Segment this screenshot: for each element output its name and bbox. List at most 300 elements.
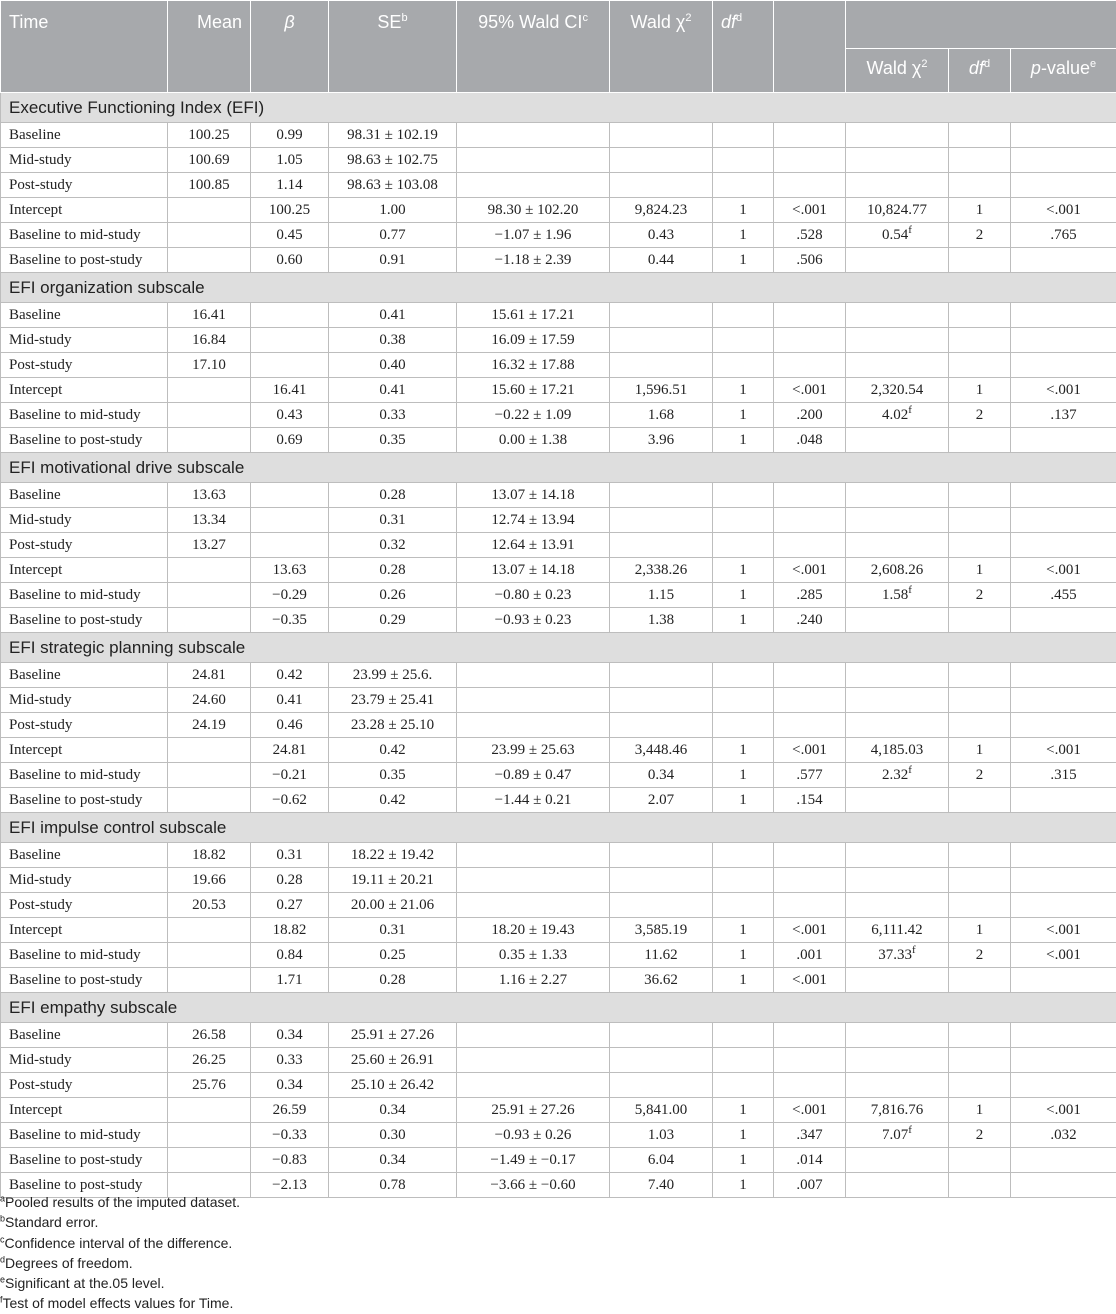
cell-mean [168,403,251,428]
cell-mean: 24.60 [168,688,251,713]
cell-wald2 [846,1123,949,1148]
cell-ci: 1.16 ± 2.27 [457,968,610,993]
cell-ci: −1.44 ± 0.21 [457,788,610,813]
cell-wald2 [846,148,949,173]
cell-wald2 [846,868,949,893]
cell-mean [168,378,251,403]
cell-p2: .137 [1011,403,1116,428]
cell-mean: 26.58 [168,1023,251,1048]
cell-time: Post-study [1,353,168,378]
cell-wald: 3.96 [610,428,713,453]
cell-wald2-value: 2.32 [882,767,908,783]
header-beta: β [251,1,329,93]
cell-beta: 0.34 [251,1023,329,1048]
cell-mean: 100.25 [168,123,251,148]
cell-df2: 2 [949,223,1011,248]
footnotes [0,1192,1116,1314]
cell-df [713,1073,774,1098]
cell-wald2 [846,198,949,223]
cell-se: 20.00 ± 21.06 [329,893,457,918]
cell-beta: 24.81 [251,738,329,763]
cell-wald2 [846,763,949,788]
cell-df2: 2 [949,943,1011,968]
header-p-blank [774,1,846,93]
cell-time: Baseline to post-study [1,1148,168,1173]
cell-df2: 1 [949,918,1011,943]
cell-wald2 [846,223,949,248]
cell-wald [610,688,713,713]
footnote-mark: f [908,584,912,596]
cell-wald [610,1023,713,1048]
table-row [1,788,1116,813]
cell-wald: 6.04 [610,1148,713,1173]
cell-p [774,173,846,198]
table-header [1,1,1116,93]
cell-df [713,688,774,713]
cell-wald: 1,596.51 [610,378,713,403]
cell-ci: 18.20 ± 19.43 [457,918,610,943]
cell-df2 [949,173,1011,198]
cell-mean: 20.53 [168,893,251,918]
cell-wald2-value: 4.02 [882,407,908,423]
cell-time: Baseline to mid-study [1,403,168,428]
section-title: EFI organization subscale [1,273,1116,303]
cell-beta: 0.84 [251,943,329,968]
cell-df2 [949,533,1011,558]
cell-se: 0.35 [329,428,457,453]
section-title: EFI empathy subscale [1,993,1116,1023]
cell-beta: 13.63 [251,558,329,583]
table-row [1,483,1116,508]
header-time: Time [1,1,168,93]
cell-wald2-value: 10,824.77 [867,202,927,218]
cell-time: Baseline to post-study [1,1173,168,1198]
cell-p2: <.001 [1011,943,1116,968]
cell-ci: 16.09 ± 17.59 [457,328,610,353]
cell-df: 1 [713,968,774,993]
cell-df2 [949,483,1011,508]
cell-df [713,868,774,893]
cell-mean [168,943,251,968]
cell-se: 0.28 [329,558,457,583]
cell-p [774,123,846,148]
footnote [0,1273,1116,1293]
header-wald-model: Wald $\chi^2$ [846,49,949,93]
cell-wald2-value: 37.33 [878,947,912,963]
cell-wald2 [846,943,949,968]
footnote-mark: f [912,944,916,956]
cell-p [774,893,846,918]
table-row [1,688,1116,713]
cell-wald2-value: 4,185.03 [871,742,924,758]
cell-p: .007 [774,1173,846,1198]
cell-p2 [1011,533,1116,558]
table-row [1,1148,1116,1173]
cell-wald2 [846,968,949,993]
cell-wald2-value: 7.07 [882,1127,908,1143]
cell-beta [251,483,329,508]
cell-ci: 23.99 ± 25.63 [457,738,610,763]
cell-mean: 24.19 [168,713,251,738]
cell-mean: 16.41 [168,303,251,328]
cell-wald [610,713,713,738]
cell-p [774,303,846,328]
cell-se: 0.91 [329,248,457,273]
table-row [1,1048,1116,1073]
cell-ci: 12.64 ± 13.91 [457,533,610,558]
cell-p: <.001 [774,558,846,583]
cell-wald2-value: 2,608.26 [871,562,924,578]
cell-wald2-value: 2,320.54 [871,382,924,398]
cell-ci: 13.07 ± 14.18 [457,483,610,508]
cell-ci [457,868,610,893]
cell-se: 0.78 [329,1173,457,1198]
cell-wald2 [846,1148,949,1173]
cell-wald [610,1048,713,1073]
cell-mean: 26.25 [168,1048,251,1073]
footnote-mark: c [0,1234,5,1244]
cell-p: .200 [774,403,846,428]
cell-df [713,148,774,173]
cell-mean [168,608,251,633]
table-row [1,1098,1116,1123]
table-row [1,148,1116,173]
cell-time: Mid-study [1,868,168,893]
cell-p2 [1011,428,1116,453]
cell-time: Post-study [1,173,168,198]
footnote-mark: f [908,1124,912,1136]
cell-df2 [949,328,1011,353]
cell-beta [251,303,329,328]
table-row [1,663,1116,688]
cell-beta [251,508,329,533]
cell-time: Baseline [1,123,168,148]
table-row [1,763,1116,788]
cell-p: .048 [774,428,846,453]
cell-wald2 [846,173,949,198]
section-header [1,813,1116,843]
cell-df2 [949,303,1011,328]
cell-wald: 0.34 [610,763,713,788]
cell-wald2-value: 0.54 [882,227,908,243]
cell-p: .154 [774,788,846,813]
cell-se: 25.91 ± 27.26 [329,1023,457,1048]
cell-ci: 0.35 ± 1.33 [457,943,610,968]
cell-time: Baseline to post-study [1,968,168,993]
cell-wald2 [846,353,949,378]
cell-p2 [1011,1048,1116,1073]
table-row [1,868,1116,893]
cell-df2 [949,968,1011,993]
cell-beta: 0.46 [251,713,329,738]
cell-se: 98.63 ± 102.75 [329,148,457,173]
cell-p2: <.001 [1011,558,1116,583]
cell-ci: 16.32 ± 17.88 [457,353,610,378]
cell-se: 98.63 ± 103.08 [329,173,457,198]
cell-df [713,123,774,148]
table-row [1,198,1116,223]
cell-se: 0.30 [329,1123,457,1148]
section-title: Executive Functioning Index (EFI) [1,93,1116,123]
cell-p2 [1011,608,1116,633]
cell-ci [457,893,610,918]
section-title: EFI motivational drive subscale [1,453,1116,483]
cell-time: Intercept [1,918,168,943]
cell-wald2 [846,1098,949,1123]
footnote-mark: b [0,1214,5,1224]
cell-se: 0.42 [329,788,457,813]
cell-p2 [1011,1023,1116,1048]
cell-p2: <.001 [1011,1098,1116,1123]
cell-df [713,483,774,508]
cell-se: 0.41 [329,303,457,328]
header-p-value: p-value$^e$ [1011,49,1116,93]
cell-p: .240 [774,608,846,633]
table-row [1,533,1116,558]
cell-df [713,353,774,378]
cell-p [774,1073,846,1098]
cell-p2 [1011,968,1116,993]
cell-df: 1 [713,428,774,453]
cell-df2 [949,148,1011,173]
cell-ci [457,713,610,738]
cell-time: Baseline to post-study [1,428,168,453]
cell-mean [168,788,251,813]
footnote-text: Pooled results of the imputed dataset. [5,1194,240,1210]
cell-p: <.001 [774,1098,846,1123]
cell-p2 [1011,303,1116,328]
cell-time: Intercept [1,558,168,583]
cell-se: 0.42 [329,738,457,763]
cell-se: 1.00 [329,198,457,223]
table-row [1,173,1116,198]
cell-df2: 2 [949,583,1011,608]
cell-wald: 1.03 [610,1123,713,1148]
header-df-model: $df^d$ [949,49,1011,93]
cell-time: Intercept [1,1098,168,1123]
footnote-text: Significant at the.05 level. [5,1275,165,1291]
table-row [1,713,1116,738]
cell-se: 0.31 [329,918,457,943]
cell-ci: −0.89 ± 0.47 [457,763,610,788]
cell-wald2 [846,328,949,353]
cell-p2 [1011,328,1116,353]
cell-p: .506 [774,248,846,273]
cell-wald: 1.15 [610,583,713,608]
cell-ci [457,688,610,713]
cell-p2: .765 [1011,223,1116,248]
cell-df2 [949,663,1011,688]
cell-wald2 [846,533,949,558]
cell-p2 [1011,353,1116,378]
table-row [1,353,1116,378]
cell-df: 1 [713,198,774,223]
cell-wald: 3,585.19 [610,918,713,943]
cell-wald: 36.62 [610,968,713,993]
cell-df2: 1 [949,558,1011,583]
header-wald: Wald $\chi^2$ [610,1,713,93]
cell-df2 [949,713,1011,738]
cell-se: 0.26 [329,583,457,608]
table-row [1,378,1116,403]
cell-mean [168,968,251,993]
cell-df: 1 [713,608,774,633]
cell-wald: 0.43 [610,223,713,248]
cell-wald2 [846,788,949,813]
cell-se: 25.60 ± 26.91 [329,1048,457,1073]
cell-mean: 13.34 [168,508,251,533]
cell-p [774,508,846,533]
cell-wald [610,328,713,353]
cell-se: 18.22 ± 19.42 [329,843,457,868]
cell-p [774,1023,846,1048]
cell-df: 1 [713,223,774,248]
cell-p2: <.001 [1011,738,1116,763]
table-row [1,918,1116,943]
section-title: EFI strategic planning subscale [1,633,1116,663]
cell-beta: 0.33 [251,1048,329,1073]
cell-beta: 0.34 [251,1073,329,1098]
cell-df2 [949,843,1011,868]
cell-wald2 [846,303,949,328]
footnote-mark: f [908,764,912,776]
cell-p2 [1011,868,1116,893]
cell-df: 1 [713,378,774,403]
cell-wald: 1.68 [610,403,713,428]
cell-beta: −0.62 [251,788,329,813]
section-title: EFI impulse control subscale [1,813,1116,843]
cell-df2 [949,353,1011,378]
cell-time: Intercept [1,738,168,763]
cell-mean [168,1148,251,1173]
cell-beta: 0.27 [251,893,329,918]
cell-se: 0.28 [329,483,457,508]
cell-ci: −1.18 ± 2.39 [457,248,610,273]
cell-df2: 2 [949,403,1011,428]
cell-p [774,483,846,508]
cell-wald [610,123,713,148]
cell-df2 [949,1073,1011,1098]
cell-p [774,663,846,688]
header-mean: Mean [168,1,251,93]
table-row [1,968,1116,993]
cell-p2: <.001 [1011,198,1116,223]
cell-beta: 0.60 [251,248,329,273]
cell-time: Post-study [1,713,168,738]
table-row [1,893,1116,918]
cell-se: 23.28 ± 25.10 [329,713,457,738]
cell-beta: −2.13 [251,1173,329,1198]
table-row [1,403,1116,428]
cell-wald: 2,338.26 [610,558,713,583]
cell-time: Intercept [1,378,168,403]
table-row [1,508,1116,533]
cell-wald2 [846,248,949,273]
table-row [1,248,1116,273]
cell-beta: −0.35 [251,608,329,633]
cell-p [774,1048,846,1073]
cell-p2 [1011,173,1116,198]
cell-wald2 [846,713,949,738]
cell-wald: 9,824.23 [610,198,713,223]
table-row [1,608,1116,633]
cell-time: Mid-study [1,508,168,533]
cell-p2 [1011,483,1116,508]
cell-ci [457,1023,610,1048]
cell-wald2 [846,918,949,943]
cell-p2: .032 [1011,1123,1116,1148]
cell-df2 [949,248,1011,273]
cell-ci [457,148,610,173]
cell-ci: 12.74 ± 13.94 [457,508,610,533]
cell-wald2 [846,608,949,633]
cell-df: 1 [713,403,774,428]
cell-beta: 0.45 [251,223,329,248]
cell-se: 0.31 [329,508,457,533]
cell-wald: 2.07 [610,788,713,813]
cell-beta: −0.29 [251,583,329,608]
cell-df [713,1048,774,1073]
cell-se: 19.11 ± 20.21 [329,868,457,893]
cell-df: 1 [713,1123,774,1148]
cell-mean: 13.27 [168,533,251,558]
cell-df [713,173,774,198]
cell-ci: −0.22 ± 1.09 [457,403,610,428]
cell-time: Baseline [1,303,168,328]
cell-beta: 100.25 [251,198,329,223]
cell-ci: 15.61 ± 17.21 [457,303,610,328]
cell-df2: 2 [949,763,1011,788]
cell-se: 0.34 [329,1148,457,1173]
cell-ci [457,173,610,198]
cell-p [774,843,846,868]
cell-wald [610,353,713,378]
cell-wald [610,843,713,868]
cell-wald [610,1073,713,1098]
cell-df2: 1 [949,738,1011,763]
cell-mean: 16.84 [168,328,251,353]
cell-p [774,148,846,173]
cell-ci [457,843,610,868]
table-row [1,1023,1116,1048]
cell-ci: −0.93 ± 0.23 [457,608,610,633]
cell-df2: 1 [949,1098,1011,1123]
cell-time: Mid-study [1,328,168,353]
header-se: $SE^b$ [329,1,457,93]
cell-df2 [949,1048,1011,1073]
cell-ci: −0.80 ± 0.23 [457,583,610,608]
table-row [1,428,1116,453]
footnote [0,1192,1116,1212]
cell-p [774,688,846,713]
cell-df [713,893,774,918]
footnote-mark: e [0,1275,5,1285]
cell-se: 0.33 [329,403,457,428]
cell-se: 0.38 [329,328,457,353]
cell-wald2 [846,738,949,763]
cell-se: 0.35 [329,763,457,788]
cell-wald2 [846,893,949,918]
cell-beta: 0.99 [251,123,329,148]
cell-time: Baseline to mid-study [1,1123,168,1148]
cell-time: Baseline to post-study [1,608,168,633]
cell-se: 0.34 [329,1098,457,1123]
cell-df [713,508,774,533]
cell-ci: 25.91 ± 27.26 [457,1098,610,1123]
cell-p: .528 [774,223,846,248]
footnote-text: Confidence interval of the difference. [5,1235,233,1251]
cell-mean [168,1123,251,1148]
